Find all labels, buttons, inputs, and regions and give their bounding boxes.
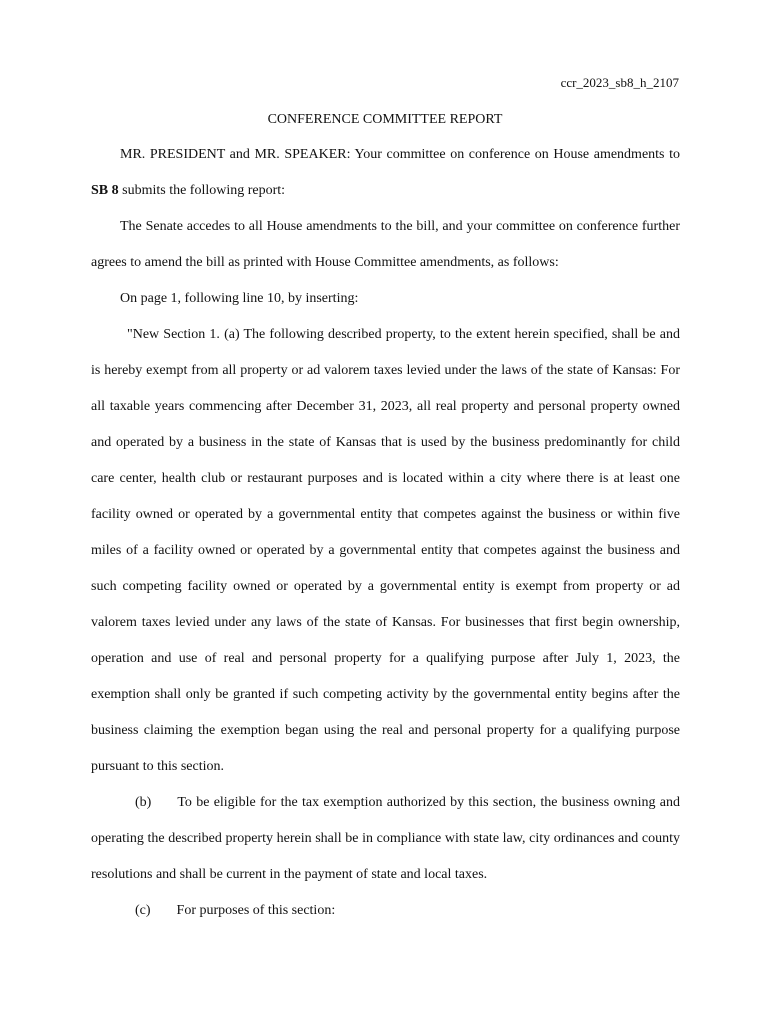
section-c-label: (c) (135, 903, 151, 918)
salutation-paragraph (91, 137, 680, 209)
report-body (91, 137, 680, 929)
section-c-text: For purposes of this section: (176, 903, 336, 918)
document-id: ccr_2023_sb8_h_2107 (560, 75, 679, 90)
section-a-paragraph: "New Section 1. (a) The following described property, to the extent herein specified, shall be and is hereby exempt from all property or ad valorem taxes levied under the laws of the state of Kansas: For all taxable years commencing after December 31, 2023, all real property and personal property owned and operated by a business in the state of Kansas that is used by the business predominantly for child care center, health club or restaurant purposes and is located within a city where there is at least one facility owned or operated by a governmental entity that competes against the business or within five miles of a facility owned or operated by a governmental entity that competes against the business and such competing facility owned or operated by a governmental entity is exempt from property or ad valorem taxes levied under any laws of the state of Kansas. For businesses that first begin ownership, operation and use of real and personal property for a qualifying purpose after July 1, 2023, the exemption shall only be granted if such competing activity by the governmental entity begins after the business claiming the exemption began using the real and personal property for a qualifying purpose pursuant to this section. (91, 327, 680, 774)
accedes-paragraph: The Senate accedes to all House amendments to the bill, and your committee on conference further agrees to amend the bill as printed with House Committee amendments, as follows: (91, 219, 680, 270)
salutation-text: MR. PRESIDENT and MR. SPEAKER: Your committee on conference on House amendments to (120, 147, 680, 162)
section-b-paragraph (91, 785, 680, 893)
section-c-paragraph (91, 893, 680, 929)
report-title: CONFERENCE COMMITTEE REPORT (267, 112, 503, 127)
section-b-text: To be eligible for the tax exemption authorized by this section, the business owning and operating the described property herein shall be in compliance with state law, city ordinances and county resolutions and shall be current in the payment of state and local taxes. (91, 795, 680, 882)
page-line-paragraph: On page 1, following line 10, by inserting: (120, 291, 359, 306)
section-b-label: (b) (135, 795, 152, 810)
bill-label: SB 8 (91, 183, 119, 198)
salutation-tail: submits the following report: (118, 183, 286, 198)
